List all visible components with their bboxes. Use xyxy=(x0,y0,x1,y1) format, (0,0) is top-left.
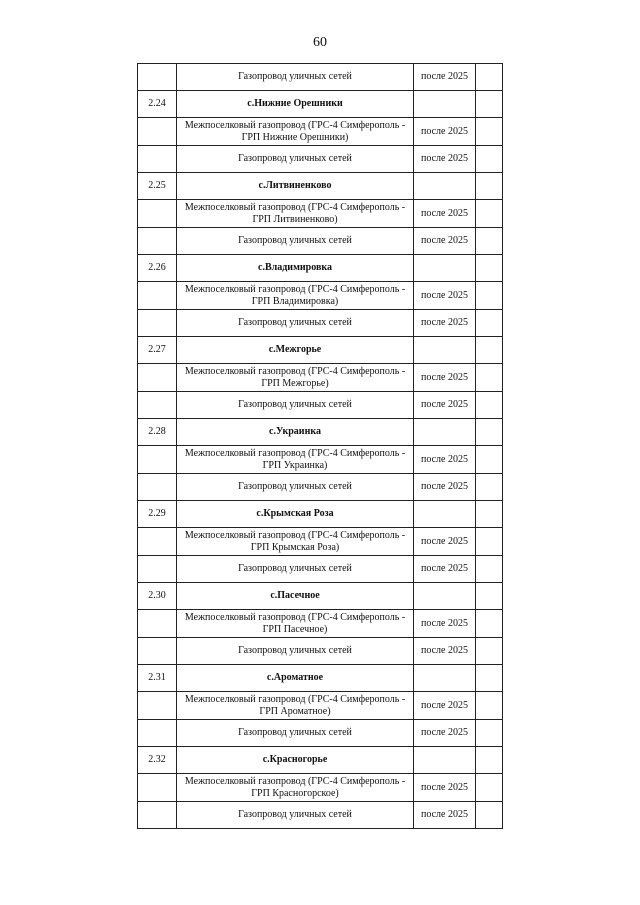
term-cell xyxy=(414,91,476,118)
settlement-row xyxy=(138,665,503,692)
extra-cell xyxy=(476,392,503,419)
extra-cell xyxy=(476,501,503,528)
settlement-name: с.Литвиненково xyxy=(177,173,414,200)
settlement-name: с.Пасечное xyxy=(177,583,414,610)
extra-cell xyxy=(476,556,503,583)
table-row xyxy=(138,282,503,310)
term-cell: после 2025 xyxy=(414,364,476,392)
table-row xyxy=(138,528,503,556)
term-cell: после 2025 xyxy=(414,228,476,255)
extra-cell xyxy=(476,173,503,200)
extra-cell xyxy=(476,774,503,802)
row-number: 2.31 xyxy=(138,665,177,692)
term-cell: после 2025 xyxy=(414,720,476,747)
extra-cell xyxy=(476,446,503,474)
settlement-name: с.Межгорье xyxy=(177,337,414,364)
row-number xyxy=(138,556,177,583)
term-cell xyxy=(414,173,476,200)
term-cell: после 2025 xyxy=(414,64,476,91)
extra-cell xyxy=(476,364,503,392)
extra-cell xyxy=(476,802,503,829)
extra-cell xyxy=(476,419,503,446)
object-name: Межпоселковый газопровод (ГРС-4 Симферополь - ГРП Крымская Роза) xyxy=(177,528,414,556)
term-cell xyxy=(414,501,476,528)
extra-cell xyxy=(476,720,503,747)
row-number: 2.29 xyxy=(138,501,177,528)
row-number: 2.28 xyxy=(138,419,177,446)
page-number: 60 xyxy=(313,35,327,50)
row-number xyxy=(138,64,177,91)
object-name: Межпоселковый газопровод (ГРС-4 Симферополь - ГРП Литвиненково) xyxy=(177,200,414,228)
extra-cell xyxy=(476,638,503,665)
row-number xyxy=(138,146,177,173)
row-number xyxy=(138,528,177,556)
extra-cell xyxy=(476,146,503,173)
settlement-name: с.Нижние Орешники xyxy=(177,91,414,118)
row-number xyxy=(138,720,177,747)
extra-cell xyxy=(476,692,503,720)
settlement-row xyxy=(138,255,503,282)
row-number xyxy=(138,446,177,474)
extra-cell xyxy=(476,337,503,364)
table-row xyxy=(138,638,503,665)
table-row xyxy=(138,146,503,173)
object-name: Межпоселковый газопровод (ГРС-4 Симферополь - ГРП Межгорье) xyxy=(177,364,414,392)
term-cell: после 2025 xyxy=(414,118,476,146)
term-cell xyxy=(414,583,476,610)
settlement-row xyxy=(138,583,503,610)
extra-cell xyxy=(476,474,503,501)
term-cell: после 2025 xyxy=(414,556,476,583)
table-body xyxy=(138,64,503,829)
settlement-name: с.Красногорье xyxy=(177,747,414,774)
term-cell xyxy=(414,419,476,446)
row-number xyxy=(138,282,177,310)
object-name: Межпоселковый газопровод (ГРС-4 Симферополь - ГРП Украинка) xyxy=(177,446,414,474)
row-number xyxy=(138,228,177,255)
table-row xyxy=(138,556,503,583)
settlement-name: с.Владимировка xyxy=(177,255,414,282)
table-row xyxy=(138,118,503,146)
object-name: Межпоселковый газопровод (ГРС-4 Симферополь - ГРП Красногорское) xyxy=(177,774,414,802)
row-number: 2.27 xyxy=(138,337,177,364)
extra-cell xyxy=(476,200,503,228)
row-number xyxy=(138,474,177,501)
extra-cell xyxy=(476,282,503,310)
object-name: Газопровод уличных сетей xyxy=(177,474,414,501)
term-cell: после 2025 xyxy=(414,446,476,474)
extra-cell xyxy=(476,665,503,692)
term-cell: после 2025 xyxy=(414,692,476,720)
object-name: Газопровод уличных сетей xyxy=(177,638,414,665)
object-name: Газопровод уличных сетей xyxy=(177,64,414,91)
row-number xyxy=(138,692,177,720)
gas-network-table xyxy=(137,63,503,829)
row-number: 2.26 xyxy=(138,255,177,282)
term-cell: после 2025 xyxy=(414,146,476,173)
table-row xyxy=(138,474,503,501)
term-cell: после 2025 xyxy=(414,802,476,829)
settlement-row xyxy=(138,91,503,118)
settlement-name: с.Крымская Роза xyxy=(177,501,414,528)
object-name: Газопровод уличных сетей xyxy=(177,392,414,419)
extra-cell xyxy=(476,528,503,556)
row-number: 2.32 xyxy=(138,747,177,774)
row-number xyxy=(138,364,177,392)
term-cell: после 2025 xyxy=(414,310,476,337)
table-row xyxy=(138,392,503,419)
extra-cell xyxy=(476,610,503,638)
term-cell: после 2025 xyxy=(414,528,476,556)
extra-cell xyxy=(476,255,503,282)
settlement-row xyxy=(138,747,503,774)
table-row xyxy=(138,64,503,91)
term-cell: после 2025 xyxy=(414,774,476,802)
row-number xyxy=(138,610,177,638)
row-number: 2.25 xyxy=(138,173,177,200)
settlement-row xyxy=(138,419,503,446)
extra-cell xyxy=(476,91,503,118)
object-name: Газопровод уличных сетей xyxy=(177,228,414,255)
table-row xyxy=(138,720,503,747)
table-row xyxy=(138,802,503,829)
extra-cell xyxy=(476,118,503,146)
settlement-row xyxy=(138,337,503,364)
settlement-row xyxy=(138,173,503,200)
row-number: 2.30 xyxy=(138,583,177,610)
term-cell xyxy=(414,255,476,282)
term-cell: после 2025 xyxy=(414,392,476,419)
row-number xyxy=(138,200,177,228)
object-name: Межпоселковый газопровод (ГРС-4 Симферополь - ГРП Ароматное) xyxy=(177,692,414,720)
object-name: Межпоселковый газопровод (ГРС-4 Симферополь - ГРП Пасечное) xyxy=(177,610,414,638)
settlement-row xyxy=(138,501,503,528)
settlement-name: с.Ароматное xyxy=(177,665,414,692)
table-row xyxy=(138,364,503,392)
row-number xyxy=(138,802,177,829)
table-row xyxy=(138,692,503,720)
extra-cell xyxy=(476,310,503,337)
term-cell: после 2025 xyxy=(414,474,476,501)
row-number xyxy=(138,118,177,146)
extra-cell xyxy=(476,747,503,774)
table-row xyxy=(138,610,503,638)
object-name: Межпоселковый газопровод (ГРС-4 Симферополь - ГРП Нижние Орешники) xyxy=(177,118,414,146)
term-cell: после 2025 xyxy=(414,200,476,228)
term-cell: после 2025 xyxy=(414,638,476,665)
object-name: Газопровод уличных сетей xyxy=(177,556,414,583)
object-name: Газопровод уличных сетей xyxy=(177,720,414,747)
term-cell xyxy=(414,665,476,692)
table-row xyxy=(138,200,503,228)
settlement-name: с.Украинка xyxy=(177,419,414,446)
row-number xyxy=(138,774,177,802)
object-name: Межпоселковый газопровод (ГРС-4 Симферополь - ГРП Владимировка) xyxy=(177,282,414,310)
table-row xyxy=(138,774,503,802)
term-cell xyxy=(414,337,476,364)
row-number xyxy=(138,638,177,665)
object-name: Газопровод уличных сетей xyxy=(177,310,414,337)
term-cell: после 2025 xyxy=(414,282,476,310)
row-number: 2.24 xyxy=(138,91,177,118)
term-cell: после 2025 xyxy=(414,610,476,638)
extra-cell xyxy=(476,228,503,255)
table-row xyxy=(138,446,503,474)
row-number xyxy=(138,310,177,337)
extra-cell xyxy=(476,64,503,91)
extra-cell xyxy=(476,583,503,610)
table-row xyxy=(138,310,503,337)
term-cell xyxy=(414,747,476,774)
object-name: Газопровод уличных сетей xyxy=(177,802,414,829)
table-row xyxy=(138,228,503,255)
row-number xyxy=(138,392,177,419)
object-name: Газопровод уличных сетей xyxy=(177,146,414,173)
